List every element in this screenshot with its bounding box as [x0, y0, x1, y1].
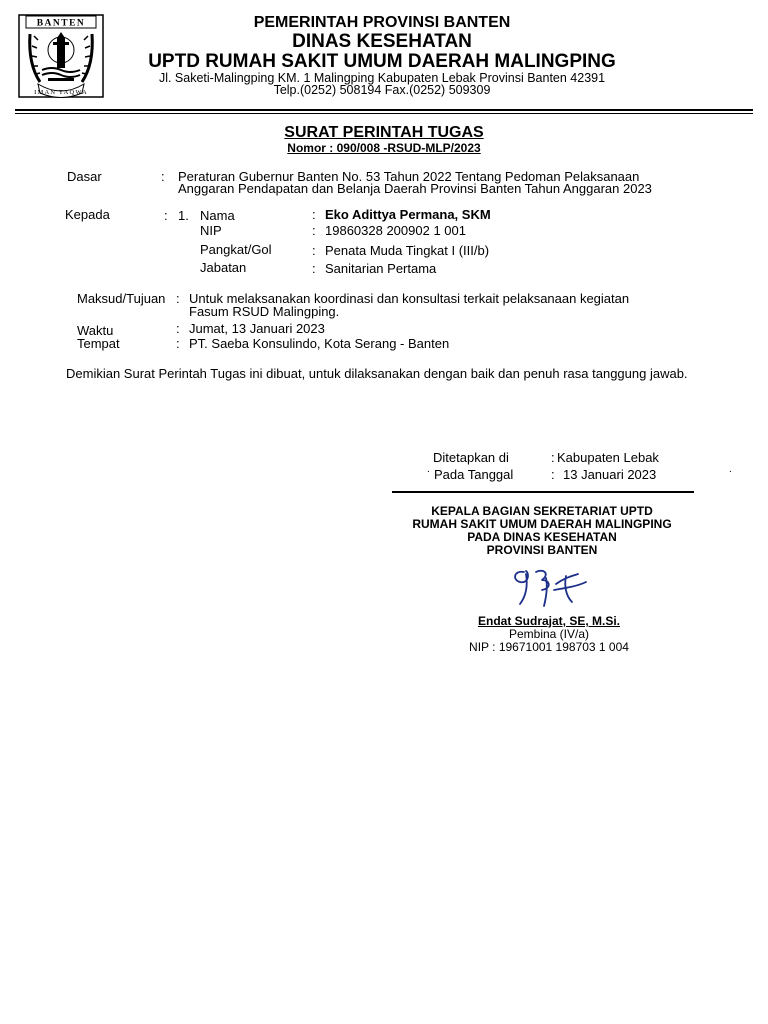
field-colon-nip: : — [312, 223, 316, 238]
maksud-colon: : — [176, 291, 180, 306]
field-label-pangkat: Pangkat/Gol — [200, 242, 272, 257]
signatory-name: Endat Sudrajat, SE, M.Si. — [477, 614, 621, 628]
issued-place-label: Ditetapkan di — [433, 450, 509, 465]
issued-date-label: Pada Tanggal — [434, 467, 514, 482]
waktu-colon: : — [176, 321, 180, 336]
kepada-index: 1. — [178, 208, 189, 223]
field-value-jabatan: Sanitarian Pertama — [325, 261, 437, 276]
closing-statement: Demikian Surat Perintah Tugas ini dibuat, untuk dilaksanakan dengan baik dan penuh rasa tanggung jawab. — [66, 366, 688, 381]
issued-dot-right: . — [729, 464, 732, 475]
logo-motto: IMAN TAQWA — [34, 89, 88, 96]
field-label-nip: NIP — [200, 223, 222, 238]
field-value-nama: Eko Adittya Permana, SKM — [325, 207, 491, 222]
field-value-nip: 19860328 200902 1 001 — [325, 223, 466, 238]
header-agency: DINAS KESEHATAN — [292, 31, 472, 52]
banten-logo — [18, 14, 104, 98]
signatory-nip: NIP : 19671001 198703 1 004 — [469, 640, 629, 654]
kepada-label: Kepada — [65, 207, 110, 222]
signatory-title-line2: RUMAH SAKIT UMUM DAERAH MALINGPING — [412, 517, 672, 531]
header-rule-thin — [15, 113, 753, 114]
issued-date-colon: : — [551, 467, 555, 482]
maksud-text-line1: Untuk melaksanakan koordinasi dan konsultasi terkait pelaksanaan kegiatan — [189, 291, 630, 306]
signature-block-rule — [392, 491, 694, 493]
signatory-title-line3: PADA DINAS KESEHATAN — [467, 530, 617, 544]
document-number: Nomor : 090/008 -RSUD-MLP/2023 — [287, 141, 481, 155]
field-colon-pangkat: : — [312, 243, 316, 258]
waktu-label: Waktu — [77, 323, 114, 338]
tempat-colon: : — [176, 336, 180, 351]
field-label-nama: Nama — [200, 208, 235, 223]
header-hospital: UPTD RUMAH SAKIT UMUM DAERAH MALINGPING — [148, 51, 616, 72]
maksud-text-line2: Fasum RSUD Malingping. — [189, 304, 340, 319]
maksud-label: Maksud/Tujuan — [77, 291, 166, 306]
kepada-colon: : — [164, 208, 168, 223]
issued-place-value: Kabupaten Lebak — [557, 450, 659, 465]
waktu-value: Jumat, 13 Januari 2023 — [189, 321, 325, 336]
header-address: Jl. Saketi-Malingping KM. 1 Malingping Kabupaten Lebak Provinsi Banten 42391 — [158, 71, 606, 85]
field-value-pangkat: Penata Muda Tingkat I (III/b) — [325, 243, 490, 258]
field-label-jabatan: Jabatan — [200, 260, 247, 275]
tempat-label: Tempat — [77, 336, 120, 351]
field-colon-jabatan: : — [312, 261, 316, 276]
signatory-rank: Pembina (IV/a) — [508, 627, 590, 641]
tempat-value: PT. Saeba Konsulindo, Kota Serang - Banten — [189, 336, 450, 351]
issued-place-colon: : — [551, 450, 555, 465]
header-government: PEMERINTAH PROVINSI BANTEN — [253, 14, 511, 31]
logo-top-text: BANTEN — [36, 18, 86, 29]
handwritten-signature — [506, 562, 596, 612]
dasar-text-line1: Peraturan Gubernur Banten No. 53 Tahun 2022 Tentang Pedoman Pelaksanaan — [178, 169, 640, 184]
header-phone: Telp.(0252) 508194 Fax.(0252) 509309 — [273, 83, 491, 97]
dasar-colon: : — [161, 169, 165, 184]
field-colon-nama: : — [312, 207, 316, 222]
signatory-title-line4: PROVINSI BANTEN — [486, 543, 598, 557]
dasar-label: Dasar — [67, 169, 102, 184]
signatory-title-line1: KEPALA BAGIAN SEKRETARIAT UPTD — [431, 504, 653, 518]
dasar-text-line2: Anggaran Pendapatan dan Belanja Daerah Provinsi Banten Tahun Anggaran 2023 — [178, 181, 652, 196]
document-title: SURAT PERINTAH TUGAS — [284, 124, 484, 141]
header-rule-thick — [15, 109, 753, 111]
issued-dot-left: . — [427, 464, 430, 475]
issued-date-value: 13 Januari 2023 — [563, 467, 657, 482]
